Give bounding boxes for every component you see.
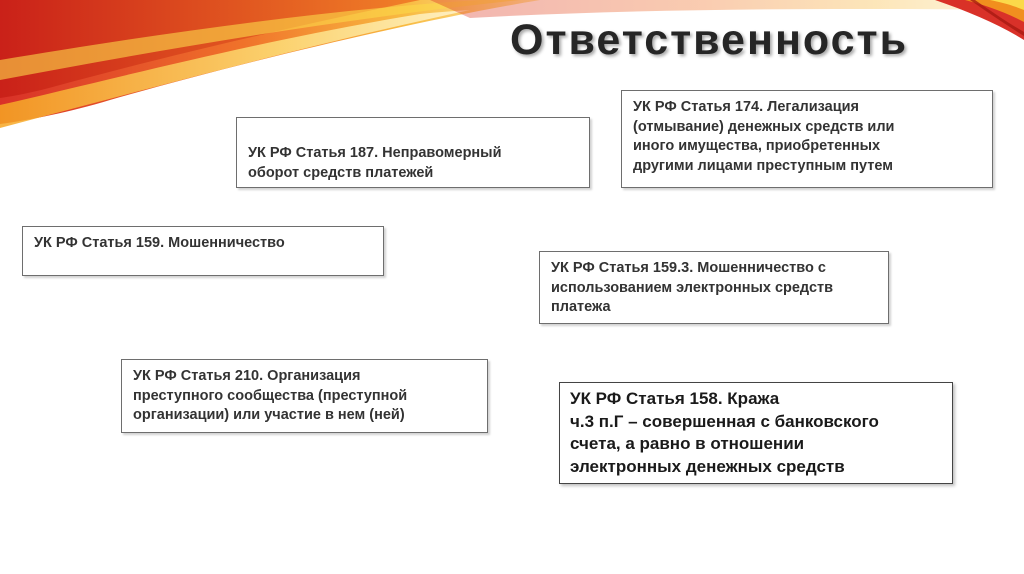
article-159-box xyxy=(22,226,384,276)
article-159-3-line-2: использованием электронных средств xyxy=(551,279,834,296)
article-159-3-box xyxy=(539,251,889,324)
article-159-3-line-3: платежа xyxy=(551,299,611,316)
article-158-line-3: счета, а равно в отношении xyxy=(570,434,805,454)
article-210-line-1: УК РФ Статья 210. Организация xyxy=(133,368,361,384)
article-174-line-2: (отмывание) денежных средств или xyxy=(633,118,895,135)
article-210-line-2: преступного сообщества (преступной xyxy=(133,387,408,404)
article-187-line-2: оборот средств платежей xyxy=(248,164,434,181)
article-174-box xyxy=(621,90,993,188)
article-174-line-3: иного имущества, приобретенных xyxy=(633,138,881,155)
slide-title: Ответственность xyxy=(510,16,909,64)
article-158-line-2: ч.3 п.Г – совершенная с банковского xyxy=(570,411,879,431)
article-159-3-line-1: УК РФ Статья 159.3. Мошенничество с xyxy=(551,260,826,276)
article-159-line-1: УК РФ Статья 159. Мошенничество xyxy=(34,235,285,251)
article-174-line-1: УК РФ Статья 174. Легализация xyxy=(633,99,860,115)
article-158-box xyxy=(559,382,953,484)
article-174-line-4: другими лицами преступным путем xyxy=(633,157,893,174)
article-210-line-3: организации) или участие в нем (ней) xyxy=(133,407,405,424)
article-158-line-4: электронных денежных средств xyxy=(570,456,845,476)
article-158-line-1: УК РФ Статья 158. Кража xyxy=(570,389,780,408)
article-187-line-1: УК РФ Статья 187. Неправомерный xyxy=(248,145,502,161)
article-210-box xyxy=(121,359,488,433)
article-187-box xyxy=(236,117,590,188)
